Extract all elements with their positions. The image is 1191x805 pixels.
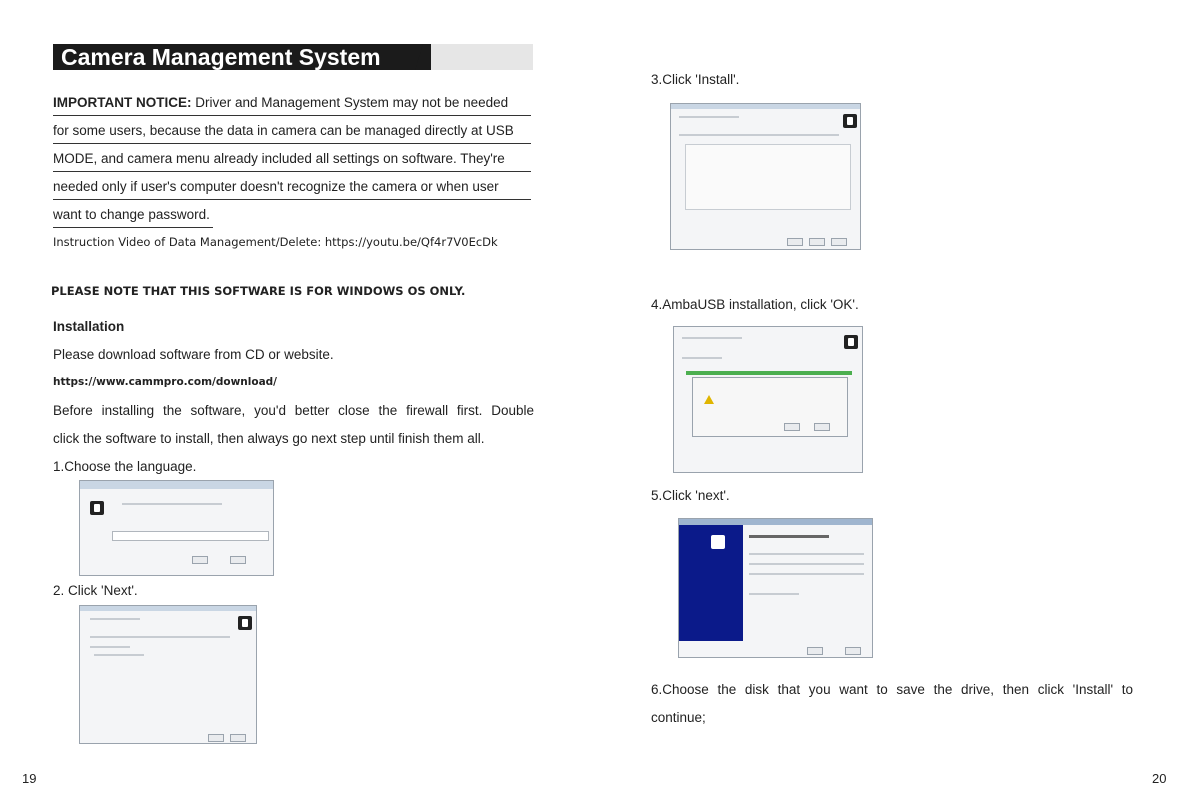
step-1-label: 1.Choose the language.: [53, 459, 197, 474]
download-url[interactable]: https://www.cammpro.com/download/: [53, 376, 278, 388]
windows-only-note: PLEASE NOTE THAT THIS SOFTWARE IS FOR WINDOWS OS ONLY.: [51, 284, 466, 298]
install-dialog-screenshot: [670, 103, 861, 250]
notice-line-4: needed only if user's computer doesn't recognize the camera or when user: [53, 179, 531, 200]
download-instruction: Please download software from CD or website.: [53, 347, 334, 362]
ambausb-welcome-screenshot: [678, 518, 873, 658]
page-title: Camera Management System: [53, 44, 431, 70]
step-3-label: 3.Click 'Install'.: [651, 72, 740, 87]
page-number-left: 19: [22, 771, 37, 786]
step-4-label: 4.AmbaUSB installation, click 'OK'.: [651, 297, 859, 312]
title-slant-decoration: [415, 44, 423, 70]
before-install-line-2: click the software to install, then always go next step until finish them all.: [53, 431, 485, 446]
step-5-label: 5.Click 'next'.: [651, 488, 730, 503]
page-number-right: 20: [1152, 771, 1167, 786]
setup-wizard-screenshot: [79, 605, 257, 744]
installation-heading: Installation: [53, 319, 125, 334]
step-6-line-1: 6.Choose the disk that you want to save the drive, then click 'Install' to: [651, 682, 1133, 697]
step-2-label: 2. Click 'Next'.: [53, 583, 138, 598]
notice-label: IMPORTANT NOTICE:: [53, 95, 192, 110]
notice-line-1: [53, 95, 531, 116]
instruction-video-link[interactable]: Instruction Video of Data Management/Delete: https://youtu.be/Qf4r7V0EcDk: [53, 235, 498, 249]
before-install-line-1: Before installing the software, you'd better close the firewall first. Double: [53, 403, 534, 418]
ambausb-ok-screenshot: [673, 326, 863, 473]
notice-line-2: for some users, because the data in camera can be managed directly at USB: [53, 123, 531, 144]
notice-line-3: MODE, and camera menu already included all settings on software. They're: [53, 151, 531, 172]
section-header: [53, 44, 533, 70]
language-dialog-screenshot: [79, 480, 274, 576]
notice-line-5: want to change password.: [53, 207, 213, 228]
notice-text-1: Driver and Management System may not be needed: [191, 95, 509, 110]
step-6-line-2: continue;: [651, 710, 706, 725]
